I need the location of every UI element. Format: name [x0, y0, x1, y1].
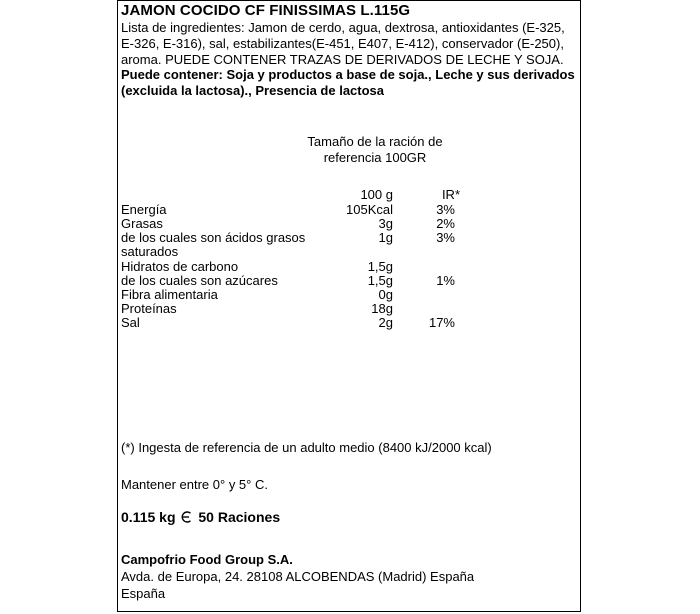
table-row-ir: 2% — [436, 216, 455, 231]
net-quantity — [121, 509, 280, 525]
portions: 50 Raciones — [198, 509, 281, 525]
column-header-ir: IR* — [441, 187, 460, 202]
net-weight: 0.115 kg — [121, 509, 176, 525]
serving-line-1: Tamaño de la ración de — [307, 134, 443, 149]
storage-instructions: Mantener entre 0° y 5° C. — [121, 477, 268, 492]
table-row-amount: 2g — [378, 315, 393, 330]
table-row-amount: 18g — [371, 301, 393, 316]
table-row-amount: 1g — [378, 230, 393, 245]
table-row-ir: 17% — [428, 315, 455, 330]
allergen-statement: Puede contener: Soja y productos a base de soja., Leche y sus derivados (excluida la lactosa)., Presencia de lactosa — [121, 67, 575, 98]
serving-reference — [300, 134, 450, 166]
table-row-amount: 1,5g — [367, 259, 393, 274]
table-row-amount: 3g — [378, 216, 393, 231]
table-row-ir: 3% — [436, 202, 455, 217]
table-row-label: Fibra alimentaria — [121, 287, 218, 302]
table-row-label: Grasas — [121, 216, 163, 231]
company-address: Avda. de Europa, 24. 28108 ALCOBENDAS (Madrid) España — [121, 569, 475, 584]
table-row-ir: 1% — [436, 273, 455, 288]
table-row-label: Sal — [121, 315, 140, 330]
table-row-label: Proteínas — [121, 301, 177, 316]
table-row-label: Energía — [121, 202, 167, 217]
ingredients-list: Lista de ingredientes: Jamon de cerdo, agua, dextrosa, antioxidantes (E-325, E-326, E-316), sal, estabilizantes(E-451, E407, E-412), conservador (E-250), aroma. PUEDE CONTENER TRAZAS DE DERIVADOS DE LECHE Y SOJA. — [121, 20, 565, 67]
product-title: JAMON COCIDO CF FINISSIMAS L.115G — [121, 2, 411, 19]
table-row-ir: 3% — [436, 230, 455, 245]
table-row-amount: 1,5g — [367, 273, 393, 288]
column-header-amount: 100 g — [360, 187, 393, 202]
table-row-label: de los cuales son ácidos grasos saturados — [121, 230, 306, 259]
estimated-e-mark-icon — [178, 510, 194, 524]
table-row-label: de los cuales son azúcares — [121, 273, 278, 288]
company-country: España — [121, 586, 166, 601]
table-row-amount: 105Kcal — [346, 202, 393, 217]
table-row-label: Hidratos de carbono — [121, 259, 239, 274]
company-name: Campofrio Food Group S.A. — [121, 552, 293, 567]
reference-intake-footnote: (*) Ingesta de referencia de un adulto medio (8400 kJ/2000 kcal) — [121, 440, 492, 455]
serving-line-2: referencia 100GR — [323, 150, 427, 165]
table-row-amount: 0g — [378, 287, 393, 302]
